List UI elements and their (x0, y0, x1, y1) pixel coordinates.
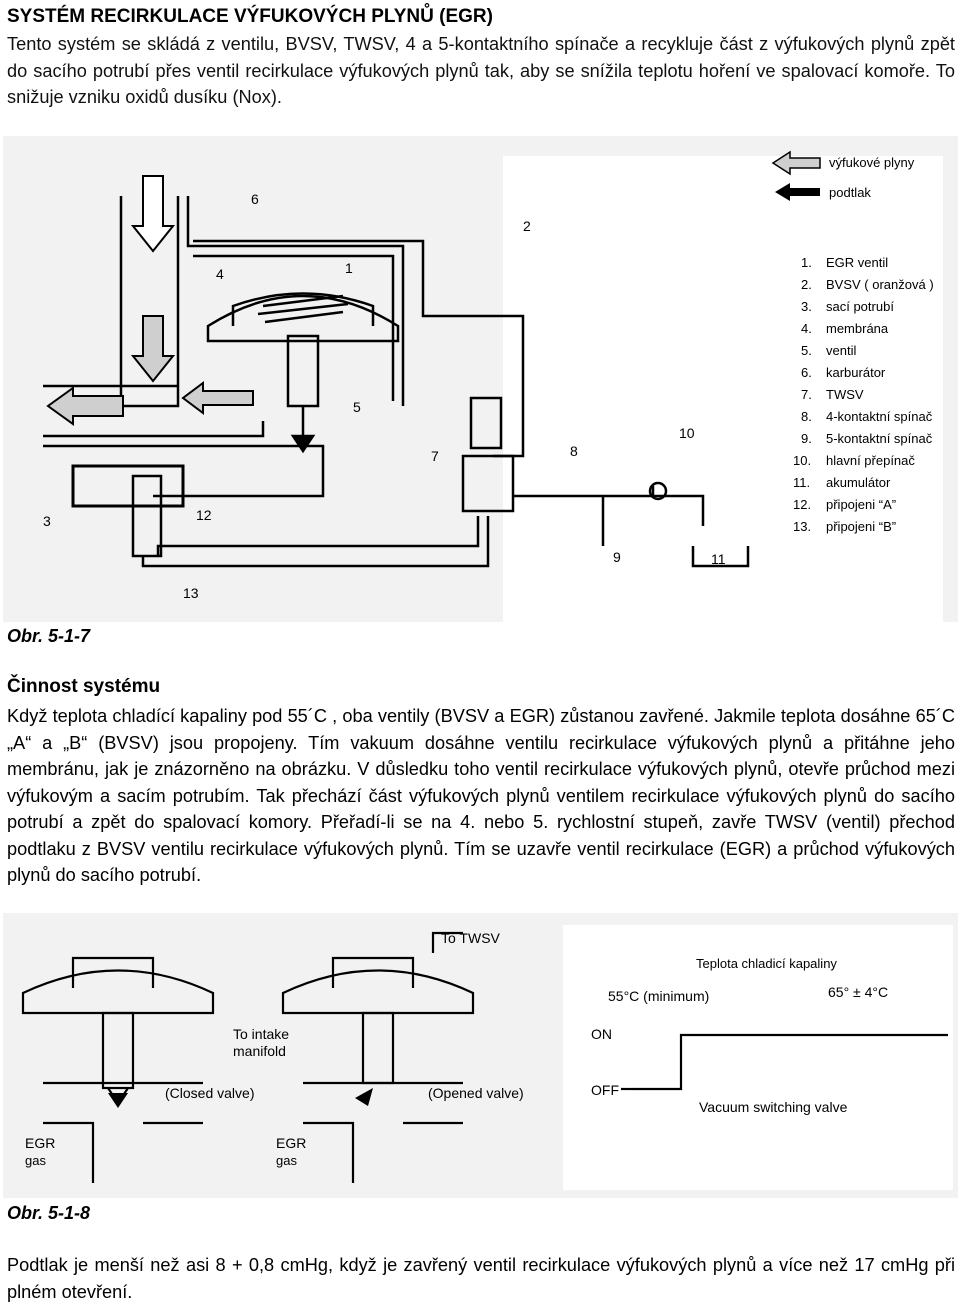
legend-vacuum-label: podtlak (829, 185, 871, 200)
part-name: karburátor (826, 365, 886, 380)
callout-11: 11 (711, 551, 726, 567)
callout-6: 6 (251, 191, 259, 207)
callout-4: 4 (216, 266, 224, 282)
part-num: 7. (801, 387, 812, 402)
egr-system-diagram (3, 136, 958, 622)
part-num: 12. (793, 497, 812, 512)
part-name: 5-kontaktní spínač (826, 431, 933, 446)
part-num: 11. (793, 475, 811, 490)
part-name: TWSV (826, 387, 864, 402)
temp-min-label: 55°C (minimum) (608, 988, 710, 1004)
part-name: membrána (826, 321, 889, 336)
part-num: 2. (801, 277, 812, 292)
figure-caption-1: Obr. 5-1-7 (7, 626, 91, 646)
callout-5: 5 (353, 399, 361, 415)
part-name: akumulátor (826, 475, 891, 490)
body-paragraph: Když teplota chladící kapaliny pod 55´C , oba ventily (BVSV a EGR) zůstanou zavřené. Jakmile teplota dosáhne 65´C „A“ a „B“ (BVSV) jsou propojeny. Tím vakuum dosáhne ventilu recirkulace výfukových plynů a přitáhne jeho membránu, jak je znázorněno na obrázku. V důsledku toho ventil recirkulace výfukových plynů, otevře průchod mezi výfukovým a sacím potrubím. Tak přechází část výfukových plynů ventilem recirkulace výfukových plynů do sacího potrubí a zpět do spalovací komory. Přeřadí-li se na 4. nebo 5. rychlostní stupeň, zavře TWSV (ventil) přechod podtlaku z BVSV ventilu recirkulace výfukových plynů. Tím se uzavře ventil recirkulace (EGR) a průchod výfukových plynů do sacího potrubí. (7, 706, 955, 885)
egr-gas-label-left: EGR (25, 1135, 56, 1151)
callout-8: 8 (570, 443, 578, 459)
graph-caption: Vacuum switching valve (699, 1099, 848, 1115)
callout-9: 9 (613, 549, 621, 565)
off-label: OFF (591, 1082, 619, 1098)
on-label: ON (591, 1026, 612, 1042)
to-intake-label-2: manifold (233, 1043, 286, 1059)
part-name: BVSV ( oranžová ) (826, 277, 934, 292)
part-num: 10. (793, 453, 812, 468)
callout-12: 12 (196, 507, 212, 523)
closed-valve-label: (Closed valve) (165, 1085, 255, 1101)
note-paragraph: Podtlak je menší než asi 8 + 0,8 cmHg, když je zavřený ventil recirkulace výfukových plynů a více než 17 cmHg při plném otevření. (7, 1255, 955, 1302)
to-intake-label: To intake (233, 1026, 290, 1042)
part-name: 4-kontaktní spínač (826, 409, 933, 424)
to-twsv-label: To TWSV (441, 930, 500, 946)
part-name: sací potrubí (826, 299, 894, 314)
temp-on-label: 65° ± 4°C (828, 984, 889, 1000)
callout-7: 7 (431, 448, 439, 464)
figure-caption-2: Obr. 5-1-8 (7, 1203, 91, 1223)
part-num: 5. (801, 343, 812, 358)
callout-3: 3 (43, 513, 51, 529)
callout-13: 13 (183, 585, 199, 601)
legend-exhaust-label: výfukové plyny (829, 155, 915, 170)
valve-operation-diagram (3, 913, 958, 1198)
part-name: připojeni “A” (826, 497, 897, 512)
intro-paragraph: Tento systém se skládá z ventilu, BVSV, TWSV, 4 a 5-kontaktního spínače a recykluje část z výfukových plynů zpět do sacího potrubí přes ventil recirkulace výfukových plynů tak, aby se snížila teplotu hoření ve spalovací komoře. To snižuje vzniku oxidů dusíku (Nox). (7, 34, 955, 107)
callout-2: 2 (523, 218, 531, 234)
page-title: SYSTÉM RECIRKULACE VÝFUKOVÝCH PLYNŮ (EGR) (7, 6, 493, 27)
callout-10: 10 (679, 425, 695, 441)
graph-title: Teplota chladicí kapaliny (696, 956, 837, 971)
part-num: 8. (801, 409, 812, 424)
part-num: 13. (793, 519, 812, 534)
egr-gas-label-right: EGR (276, 1135, 307, 1151)
part-num: 3. (801, 299, 812, 314)
opened-valve-label: (Opened valve) (428, 1085, 524, 1101)
egr-gas-label-left-2: gas (25, 1153, 46, 1168)
egr-gas-label-right-2: gas (276, 1153, 297, 1168)
callout-1: 1 (345, 260, 353, 276)
part-num: 1. (801, 255, 812, 270)
part-num: 9. (801, 431, 812, 446)
section-heading: Činnost systému (7, 676, 161, 697)
part-name: ventil (826, 343, 857, 358)
part-num: 6. (801, 365, 812, 380)
part-num: 4. (801, 321, 812, 336)
part-name: EGR ventil (826, 255, 889, 270)
part-name: připojeni “B” (826, 519, 897, 534)
part-name: hlavní přepínač (826, 453, 915, 468)
